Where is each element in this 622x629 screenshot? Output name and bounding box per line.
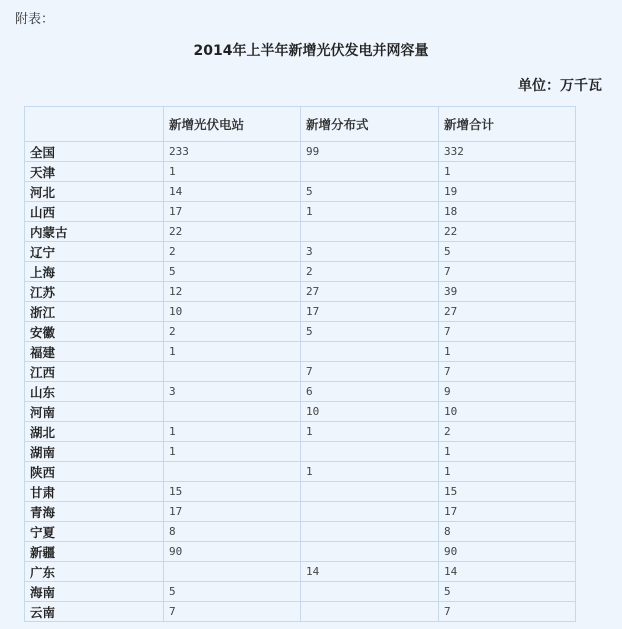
region-cell: 上海: [25, 262, 164, 282]
distributed-cell: [301, 502, 439, 522]
region-cell: 山西: [25, 202, 164, 222]
distributed-cell: 99: [301, 142, 439, 162]
total-cell: 5: [439, 582, 576, 602]
region-cell: 广东: [25, 562, 164, 582]
distributed-cell: 1: [301, 202, 439, 222]
region-cell: 浙江: [25, 302, 164, 322]
station-cell: [164, 402, 301, 422]
table-row: [25, 422, 576, 442]
total-cell: 90: [439, 542, 576, 562]
table-row: [25, 242, 576, 262]
distributed-cell: 27: [301, 282, 439, 302]
table-row: [25, 462, 576, 482]
station-cell: [164, 462, 301, 482]
total-cell: 17: [439, 502, 576, 522]
total-cell: 1: [439, 462, 576, 482]
station-cell: [164, 562, 301, 582]
header-region: [25, 107, 164, 142]
distributed-cell: 3: [301, 242, 439, 262]
station-cell: 1: [164, 442, 301, 462]
station-cell: 1: [164, 162, 301, 182]
region-cell: 江西: [25, 362, 164, 382]
total-cell: 19: [439, 182, 576, 202]
table-row: [25, 142, 576, 162]
region-cell: 全国: [25, 142, 164, 162]
table-row: [25, 522, 576, 542]
total-cell: 7: [439, 262, 576, 282]
total-cell: 7: [439, 602, 576, 622]
total-cell: 8: [439, 522, 576, 542]
region-cell: 河南: [25, 402, 164, 422]
region-cell: 新疆: [25, 542, 164, 562]
table-row: [25, 162, 576, 182]
distributed-cell: [301, 522, 439, 542]
table-body: [25, 142, 576, 622]
region-cell: 湖南: [25, 442, 164, 462]
region-cell: 湖北: [25, 422, 164, 442]
distributed-cell: [301, 602, 439, 622]
distributed-cell: [301, 582, 439, 602]
table-row: [25, 342, 576, 362]
station-cell: 3: [164, 382, 301, 402]
region-cell: 福建: [25, 342, 164, 362]
header-row: [25, 107, 576, 142]
unit-label: 单位：万千瓦: [518, 78, 602, 94]
station-cell: 233: [164, 142, 301, 162]
total-cell: 1: [439, 442, 576, 462]
table-row: [25, 362, 576, 382]
station-cell: [164, 362, 301, 382]
station-cell: 1: [164, 422, 301, 442]
station-cell: 14: [164, 182, 301, 202]
table-row: [25, 502, 576, 522]
distributed-cell: [301, 342, 439, 362]
table-row: [25, 202, 576, 222]
distributed-cell: [301, 482, 439, 502]
total-cell: 2: [439, 422, 576, 442]
distributed-cell: [301, 542, 439, 562]
distributed-cell: 1: [301, 422, 439, 442]
region-cell: 辽宁: [25, 242, 164, 262]
total-cell: 18: [439, 202, 576, 222]
total-cell: 1: [439, 162, 576, 182]
distributed-cell: [301, 222, 439, 242]
distributed-cell: 17: [301, 302, 439, 322]
distributed-cell: [301, 442, 439, 462]
header-total: 新增合计: [439, 107, 576, 142]
station-cell: 15: [164, 482, 301, 502]
capacity-table: [24, 106, 576, 622]
distributed-cell: 6: [301, 382, 439, 402]
region-cell: 河北: [25, 182, 164, 202]
table-row: [25, 302, 576, 322]
table-row: [25, 402, 576, 422]
station-cell: 5: [164, 582, 301, 602]
distributed-cell: 5: [301, 182, 439, 202]
table-row: [25, 322, 576, 342]
station-cell: 90: [164, 542, 301, 562]
region-cell: 安徽: [25, 322, 164, 342]
station-cell: 7: [164, 602, 301, 622]
total-cell: 22: [439, 222, 576, 242]
station-cell: 17: [164, 202, 301, 222]
station-cell: 12: [164, 282, 301, 302]
total-cell: 15: [439, 482, 576, 502]
table-title: 2014年上半年新增光伏发电并网容量: [193, 43, 429, 59]
total-cell: 5: [439, 242, 576, 262]
region-cell: 云南: [25, 602, 164, 622]
region-cell: 江苏: [25, 282, 164, 302]
total-cell: 332: [439, 142, 576, 162]
region-cell: 青海: [25, 502, 164, 522]
region-cell: 海南: [25, 582, 164, 602]
table-row: [25, 562, 576, 582]
distributed-cell: 14: [301, 562, 439, 582]
distributed-cell: 7: [301, 362, 439, 382]
total-cell: 14: [439, 562, 576, 582]
total-cell: 10: [439, 402, 576, 422]
table-row: [25, 602, 576, 622]
region-cell: 山东: [25, 382, 164, 402]
distributed-cell: 10: [301, 402, 439, 422]
total-cell: 1: [439, 342, 576, 362]
table-row: [25, 282, 576, 302]
table-row: [25, 442, 576, 462]
table-row: [25, 382, 576, 402]
distributed-cell: 5: [301, 322, 439, 342]
station-cell: 1: [164, 342, 301, 362]
table-row: [25, 482, 576, 502]
total-cell: 7: [439, 322, 576, 342]
table-row: [25, 582, 576, 602]
region-cell: 陕西: [25, 462, 164, 482]
region-cell: 宁夏: [25, 522, 164, 542]
table-row: [25, 542, 576, 562]
region-cell: 甘肃: [25, 482, 164, 502]
station-cell: 8: [164, 522, 301, 542]
table-row: [25, 182, 576, 202]
station-cell: 17: [164, 502, 301, 522]
header-distributed: 新增分布式: [301, 107, 439, 142]
station-cell: 5: [164, 262, 301, 282]
station-cell: 2: [164, 242, 301, 262]
appendix-label: 附表：: [15, 12, 55, 27]
table-row: [25, 262, 576, 282]
distributed-cell: 2: [301, 262, 439, 282]
table-row: [25, 222, 576, 242]
distributed-cell: 1: [301, 462, 439, 482]
distributed-cell: [301, 162, 439, 182]
total-cell: 9: [439, 382, 576, 402]
station-cell: 2: [164, 322, 301, 342]
total-cell: 27: [439, 302, 576, 322]
total-cell: 7: [439, 362, 576, 382]
header-station: 新增光伏电站: [164, 107, 301, 142]
station-cell: 10: [164, 302, 301, 322]
station-cell: 22: [164, 222, 301, 242]
region-cell: 内蒙古: [25, 222, 164, 242]
region-cell: 天津: [25, 162, 164, 182]
total-cell: 39: [439, 282, 576, 302]
